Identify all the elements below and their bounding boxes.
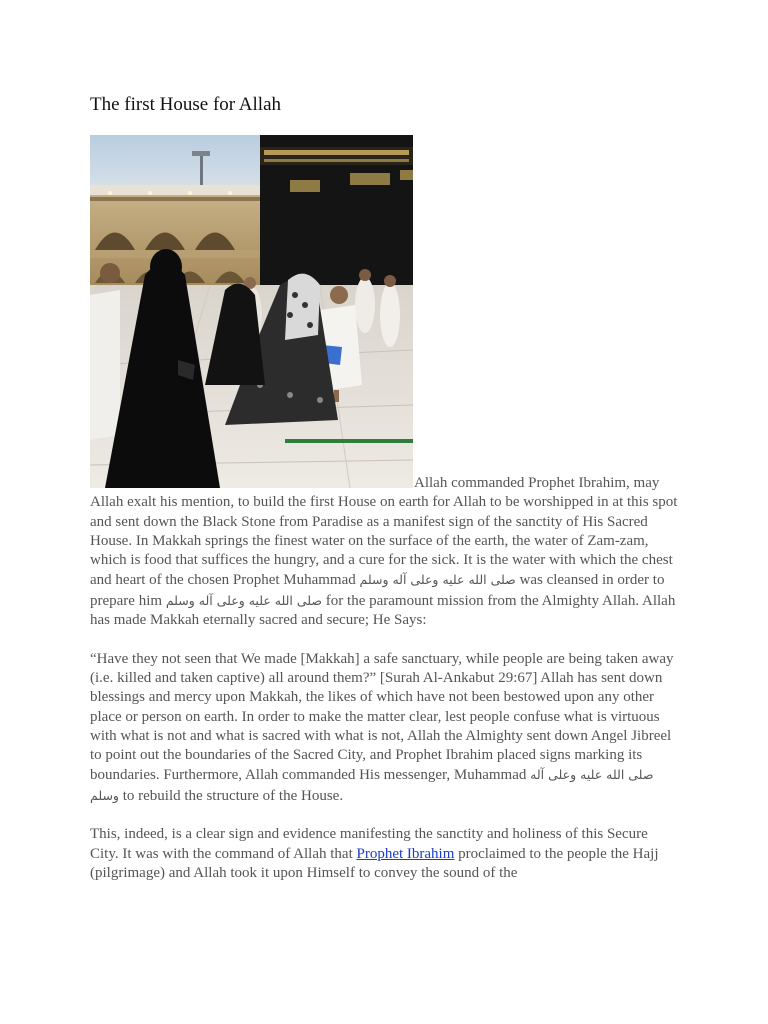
prophet-ibrahim-link[interactable]: Prophet Ibrahim xyxy=(356,845,455,862)
arabic-salutation: صلى الله عليه وعلى آله وسلم xyxy=(165,592,323,608)
kaaba-photo-illustration xyxy=(90,135,413,488)
paragraph-2-text-b: to rebuild the structure of the House. xyxy=(122,787,344,804)
kaaba-photo xyxy=(90,135,413,488)
paragraph-2 xyxy=(90,650,680,806)
arabic-salutation: صلى الله عليه وعلى آله وسلم xyxy=(90,767,654,803)
paragraph-1-text-c: for the paramount mission from the Almighty Allah. Allah has made Makkah eternally sacred and secure; He Says: xyxy=(90,592,676,629)
paragraph-3-text-b: proclaimed to the people the Hajj (pilgrimage) and Allah took it upon Himself to convey the sound of the xyxy=(90,845,659,881)
paragraph-1-text-b: was cleansed in order to prepare him xyxy=(90,572,665,609)
paragraph-3 xyxy=(90,825,680,883)
article-title: The first House for Allah xyxy=(90,94,282,115)
arabic-salutation: صلى الله عليه وعلى آله وسلم xyxy=(359,572,516,588)
paragraph-1 xyxy=(90,474,680,630)
article-body xyxy=(90,474,680,903)
paragraph-1-text-a: Allah commanded Prophet Ibrahim, may Allah exalt his mention, to build the first House on earth for Allah to be worshipped in at this spot and sent down the Black Stone from Paradise as a manifest sign of the sanctity of His Sacred House. In Makkah springs the finest water on the surface of the earth, the water of Zam-zam, which is food that suffices the hungry, and a cure for the sick. It is the water with which the chest and heart of the chosen Prophet Muhammad xyxy=(90,475,678,589)
paragraph-2-text-a: “Have they not seen that We made [Makkah] a safe sanctuary, while people are being taken away (i.e. killed and taken captive) all around them?” [Surah Al-Ankabut 29:67] Allah has sent down blessings and mercy upon Makkah, the likes of which have not been bestowed upon any other place or person on earth. In order to make the matter clear, lest people confuse what is virtuous with what is not and what is sacred with what is not, Allah the Almighty sent down Angel Jibreel to point out the boundaries of the Sacred City, and Prophet Ibrahim placed signs marking its boundaries. Furthermore, Allah commanded His messenger, Muhammad xyxy=(90,650,674,784)
paragraph-3-text-a: This, indeed, is a clear sign and evidence manifesting the sanctity and holiness of this Secure City. It was with the command of Allah that xyxy=(90,826,648,862)
